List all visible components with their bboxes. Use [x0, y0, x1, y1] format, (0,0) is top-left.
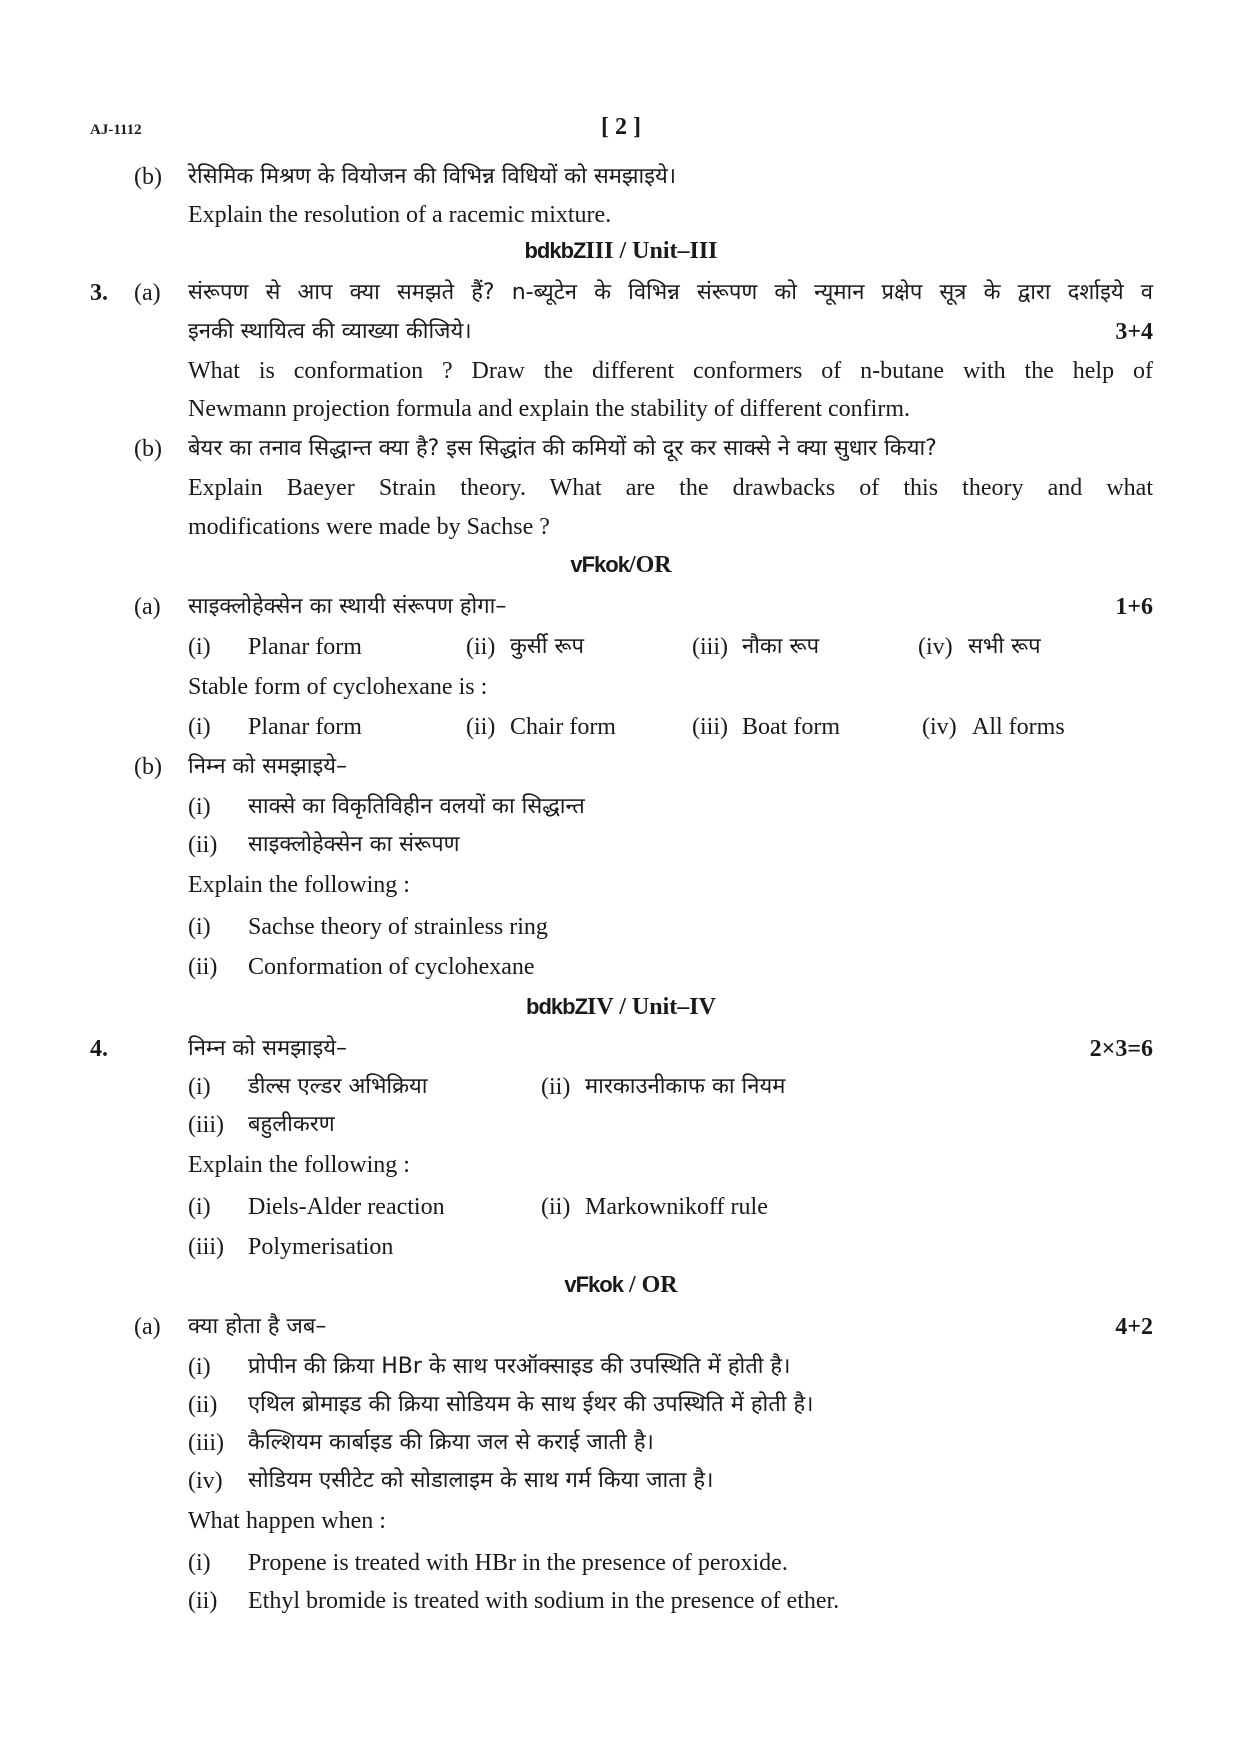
q3alt-a-marks: 1+6 — [1115, 594, 1153, 620]
q3alt-a-label: (a) — [134, 594, 161, 620]
q4alt-hi-1-text: प्रोपीन की क्रिया HBr के साथ परऑक्साइड की उपस्थिति में होती है। — [248, 1354, 791, 1379]
unit-3-heading — [0, 238, 1242, 265]
opt-en-1-text: Planar form — [248, 714, 362, 740]
q3alt-b-en-1-num: (i) — [188, 914, 211, 940]
q4-english: Explain the following : — [188, 1152, 410, 1178]
q4alt-en-2-num: (ii) — [188, 1588, 218, 1614]
q4-en-2-num: (ii) — [541, 1194, 571, 1220]
opt-en-3-text: Boat form — [742, 714, 840, 740]
unit-4-label: IV / Unit–IV — [587, 994, 716, 1020]
q4alt-en-2-text: Ethyl bromide is treated with sodium in the presence of ether. — [248, 1588, 840, 1614]
unit-3-garbled: bdkbZ — [524, 238, 586, 263]
q3b-label: (b) — [134, 436, 162, 462]
paper-code: AJ-1112 — [90, 122, 142, 138]
unit-4-heading — [0, 994, 1242, 1021]
or-2-label: / OR — [622, 1272, 678, 1298]
opt-hi-2-num: (ii) — [466, 634, 496, 660]
q3alt-a-english: Stable form of cyclohexane is : — [188, 674, 488, 700]
q3a-hindi-line1: संरूपण से आप क्या समझते हैं? n-ब्यूटेन के विभिन्न संरूपण को न्यूमान प्रक्षेप सूत्र के द्वारा दर्शाइये व — [188, 280, 1153, 305]
q3b-english-line1: Explain Baeyer Strain theory. What are the drawbacks of this theory and what — [188, 475, 1153, 501]
q3a-label: (a) — [134, 280, 161, 306]
opt-en-4-num: (iv) — [922, 714, 957, 740]
q2b-hindi: रेसिमिक मिश्रण के वियोजन की विभिन्न विधियों को समझाइये। — [188, 164, 677, 189]
q4-hi-3-text: बहुलीकरण — [248, 1112, 335, 1137]
opt-hi-3-num: (iii) — [692, 634, 728, 660]
q3alt-b-en-2-text: Conformation of cyclohexane — [248, 954, 535, 980]
q3alt-b-hi-1-num: (i) — [188, 794, 211, 820]
q4alt-en-1-num: (i) — [188, 1550, 211, 1576]
or-1-garbled: vFkok — [570, 552, 629, 577]
q3alt-a-hindi: साइक्लोहेक्सेन का स्थायी संरूपण होगा– — [188, 594, 507, 619]
q3a-marks: 3+4 — [1115, 319, 1153, 345]
q4alt-english: What happen when : — [188, 1508, 386, 1534]
or-1-label: /OR — [628, 552, 672, 578]
opt-en-4-text: All forms — [972, 714, 1065, 740]
q3b-hindi: बेयर का तनाव सिद्धान्त क्या है? इस सिद्धांत की कमियों को दूर कर साक्से ने क्या सुधार किया? — [188, 436, 937, 461]
q2b-label: (b) — [134, 164, 162, 190]
opt-hi-4-num: (iv) — [918, 634, 953, 660]
q3a-hindi-line2: इनकी स्थायित्व की व्याख्या कीजिये। — [188, 319, 472, 344]
q4alt-a-marks: 4+2 — [1115, 1314, 1153, 1340]
q4alt-hi-2-num: (ii) — [188, 1392, 218, 1418]
q3b-english-line2: modifications were made by Sachse ? — [188, 514, 550, 540]
unit-4-garbled: bdkbZ — [526, 994, 588, 1019]
q3a-english-line2: Newmann projection formula and explain the stability of different confirm. — [188, 396, 911, 422]
q4alt-a-hindi: क्या होता है जब– — [188, 1314, 327, 1339]
q3alt-b-label: (b) — [134, 754, 162, 780]
q4-hi-1-num: (i) — [188, 1074, 211, 1100]
q4alt-a-label: (a) — [134, 1314, 161, 1340]
q4alt-hi-4-num: (iv) — [188, 1468, 223, 1494]
q4alt-hi-4-text: सोडियम एसीटेट को सोडालाइम के साथ गर्म किया जाता है। — [248, 1468, 714, 1493]
q4alt-hi-3-num: (iii) — [188, 1430, 224, 1456]
q4-en-3-num: (iii) — [188, 1234, 224, 1260]
or-2-garbled: vFkok — [564, 1272, 623, 1297]
q3alt-b-hi-1-text: साक्से का विकृतिविहीन वलयों का सिद्धान्त — [248, 794, 585, 819]
or-heading-1 — [0, 552, 1242, 579]
q4-en-1-num: (i) — [188, 1194, 211, 1220]
opt-hi-2-text: कुर्सी रूप — [510, 634, 585, 659]
q4-en-2-text: Markownikoff rule — [585, 1194, 768, 1220]
opt-en-3-num: (iii) — [692, 714, 728, 740]
opt-en-1-num: (i) — [188, 714, 211, 740]
q3alt-b-en-2-num: (ii) — [188, 954, 218, 980]
or-heading-2 — [0, 1272, 1242, 1299]
q4-marks: 2×3=6 — [1089, 1036, 1153, 1062]
q4-hindi: निम्न को समझाइये– — [188, 1036, 348, 1061]
q3a-english-line1: What is conformation ? Draw the different conformers of n-butane with the help of — [188, 358, 1153, 384]
q4alt-hi-1-num: (i) — [188, 1354, 211, 1380]
opt-en-2-num: (ii) — [466, 714, 496, 740]
opt-hi-1-num: (i) — [188, 634, 211, 660]
page-number: [ 2 ] — [601, 114, 641, 140]
q4-hi-2-num: (ii) — [541, 1074, 571, 1100]
q3-number: 3. — [90, 280, 108, 306]
q4-en-3-text: Polymerisation — [248, 1234, 394, 1260]
q3alt-b-english: Explain the following : — [188, 872, 410, 898]
q2b-english: Explain the resolution of a racemic mixture. — [188, 202, 612, 228]
q3alt-b-en-1-text: Sachse theory of strainless ring — [248, 914, 548, 940]
q4-hi-3-num: (iii) — [188, 1112, 224, 1138]
opt-hi-4-text: सभी रूप — [968, 634, 1041, 659]
q4alt-en-1-text: Propene is treated with HBr in the presence of peroxide. — [248, 1550, 788, 1576]
unit-3-label: III / Unit–III — [585, 238, 718, 264]
q4-en-1-text: Diels-Alder reaction — [248, 1194, 445, 1220]
q4alt-hi-2-text: एथिल ब्रोमाइड की क्रिया सोडियम के साथ ईथर की उपस्थिति में होती है। — [248, 1392, 814, 1417]
opt-hi-1-text: Planar form — [248, 634, 362, 660]
q4-hi-1-text: डील्स एल्डर अभिक्रिया — [248, 1074, 428, 1099]
q3alt-b-hindi: निम्न को समझाइये– — [188, 754, 348, 779]
q4-hi-2-text: मारकाउनीकाफ का नियम — [585, 1074, 786, 1099]
opt-hi-3-text: नौका रूप — [742, 634, 820, 659]
opt-en-2-text: Chair form — [510, 714, 616, 740]
q4-number: 4. — [90, 1036, 108, 1062]
q3alt-b-hi-2-num: (ii) — [188, 832, 218, 858]
q3alt-b-hi-2-text: साइक्लोहेक्सेन का संरूपण — [248, 832, 460, 857]
q4alt-hi-3-text: कैल्शियम कार्बाइड की क्रिया जल से कराई जाती है। — [248, 1430, 654, 1455]
